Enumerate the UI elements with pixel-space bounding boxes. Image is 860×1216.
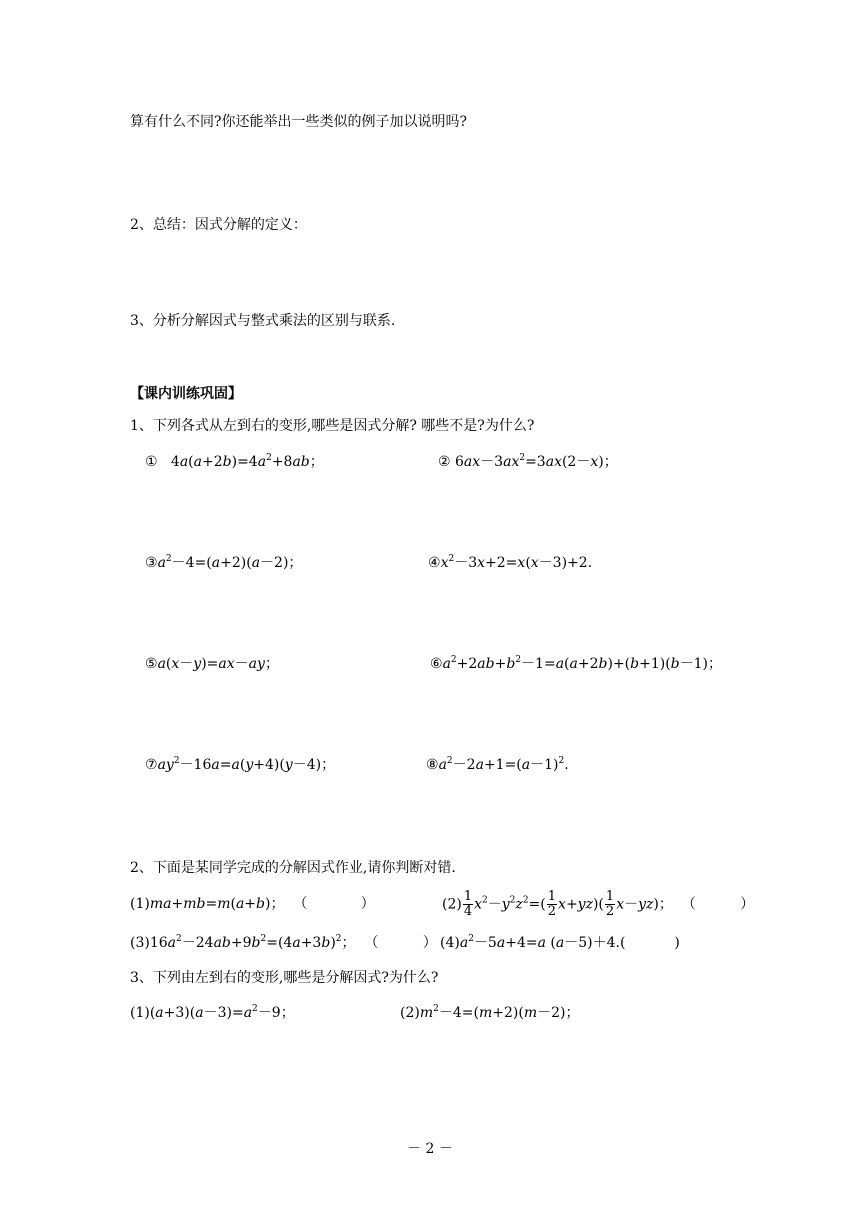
q1-item-3: $③a^2-4=(a+2)(a-2)$； — [145, 554, 303, 571]
section-heading: 【课内训练巩固】 — [130, 386, 242, 402]
q1-item-2: ② $6ax-3ax^2=3ax(2-x)$； — [438, 453, 618, 470]
q2-item-3: $(3)16a^2-24ab+9b^2=(4a+3b)^2$； （ ） — [130, 934, 437, 951]
question-2: 2、下面是某同学完成的分解因式作业,请你判断对错. — [130, 860, 456, 876]
q1-item-5: ⑤a(x－y)=ax－ay； — [145, 656, 279, 672]
q1-item-6: $⑥a^2+2ab+b^2-1=a(a+2b)+(b+1)(b-1)$； — [430, 655, 723, 672]
q3-item-1: $(1)(a+3)(a-3)=a^2-9$； — [130, 1004, 295, 1021]
q2-item-1: (1)ma+mb=m(a+b)； （ ） — [130, 896, 375, 912]
q3-item-2: $(2)m^2-4=(m+2)(m-2)$； — [400, 1004, 580, 1021]
intro-line: 算有什么不同?你还能举出一些类似的例子加以说明吗? — [130, 114, 468, 130]
analysis-line: 3、分析分解因式与整式乘法的区别与联系. — [130, 313, 396, 329]
summary-line: 2、总结：因式分解的定义： — [130, 217, 307, 233]
q2-item-4: $(4)a^2-5a+4=a$ (a－5)＋4.( ) — [440, 934, 680, 951]
fraction-one-half: $\frac{1}{2}$ — [547, 889, 557, 919]
fraction-one-quarter: $\frac{1}{4}$ — [463, 889, 473, 919]
question-1: 1、下列各式从左到右的变形,哪些是因式分解? 哪些不是?为什么? — [130, 418, 535, 434]
q1-item-1: ① $4a(a+2b)=4a^2+8ab$； — [145, 453, 324, 470]
q1-item-8: $⑧a^2-2a+1=(a-1)^2$. — [426, 756, 569, 773]
page-number: － 2 － — [407, 1141, 453, 1157]
fraction-one-half: $\frac{1}{2}$ — [605, 889, 615, 919]
q1-item-7: $⑦ay^2-16a=a(y+4)(y-4)$； — [145, 756, 336, 773]
question-3: 3、下列由左到右的变形,哪些是分解因式?为什么? — [130, 970, 439, 986]
q1-item-4: $④x^2-3x+2=x(x-3)+2$. — [428, 554, 593, 571]
q2-item-2: (2) $\frac{1}{4}$ $x^2-y^2z^2=$( $\frac{1}{2}$ x+yz)( $\frac{1}{2}$ x－yz)； （ ） — [442, 889, 755, 919]
